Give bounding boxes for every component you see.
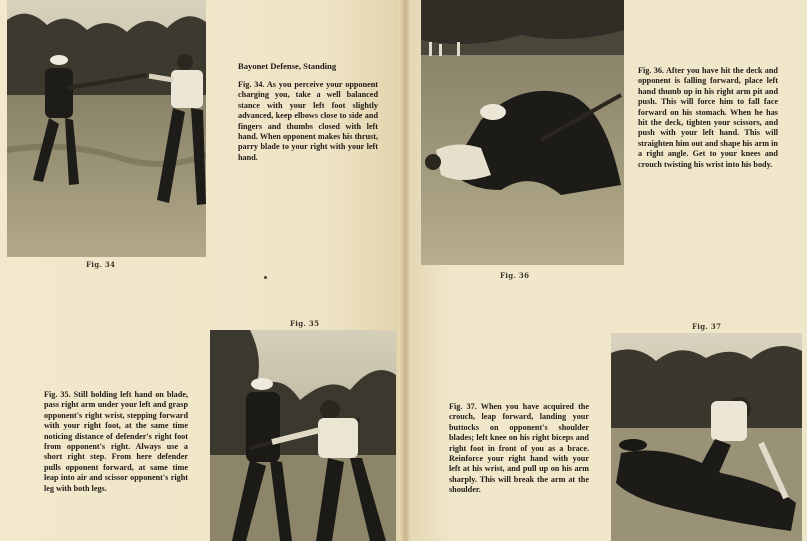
fig37-photo — [611, 333, 802, 541]
fig36-photo — [421, 0, 624, 265]
section-heading: Bayonet Defense, Standing — [238, 61, 337, 71]
fig34-photo — [7, 0, 206, 257]
paragraph-fig35: Fig. 35. Still holding left hand on blade, pass right arm under your left and grasp opponent's right wrist, stepping forward with your right foot, at the same time noticing distance of defender's right foot from opponent's right. Always use a short right step. From here defender pulls opponent forward, at same time leap into air and scissor opponent's right leg with both legs. — [44, 390, 188, 493]
fig37-caption: Fig. 37 — [692, 322, 722, 331]
ink-speck — [264, 276, 267, 279]
paragraph-fig37: Fig. 37. When you have acquired the crouch, leap forward, landing your buttocks on opponent's shoulder blades; left knee on his right biceps and right foot in front of you as a brace. Reinforce your right hand with your left at his wrist, and pull up on his arm sharply. This will break the arm at the shoulder. — [449, 402, 589, 495]
book-gutter — [399, 0, 411, 541]
fig36-caption: Fig. 36 — [500, 271, 530, 280]
fig35-caption: Fig. 35 — [290, 319, 320, 328]
paragraph-fig36: Fig. 36. After you have hit the deck and opponent is falling forward, place left hand thumb up in his right arm pit and push. This will force him to fall face forward on his stomach. When he has hit the deck, tighten your scissors, and push with your left hand. This will straighten him out and shape his arm in a right angle. Get to your knees and crouch twisting his wrist into his body. — [638, 66, 778, 169]
paragraph-fig34: Fig. 34. As you perceive your opponent charging you, take a well balanced stance with your left foot slightly advanced, keep elbows close to side and fingers and thumbs closed with left hand. When opponent makes his thrust, parry blade to your right with your left hand. — [238, 80, 378, 162]
fig35-photo — [210, 330, 396, 541]
fig34-caption: Fig. 34 — [86, 260, 116, 269]
